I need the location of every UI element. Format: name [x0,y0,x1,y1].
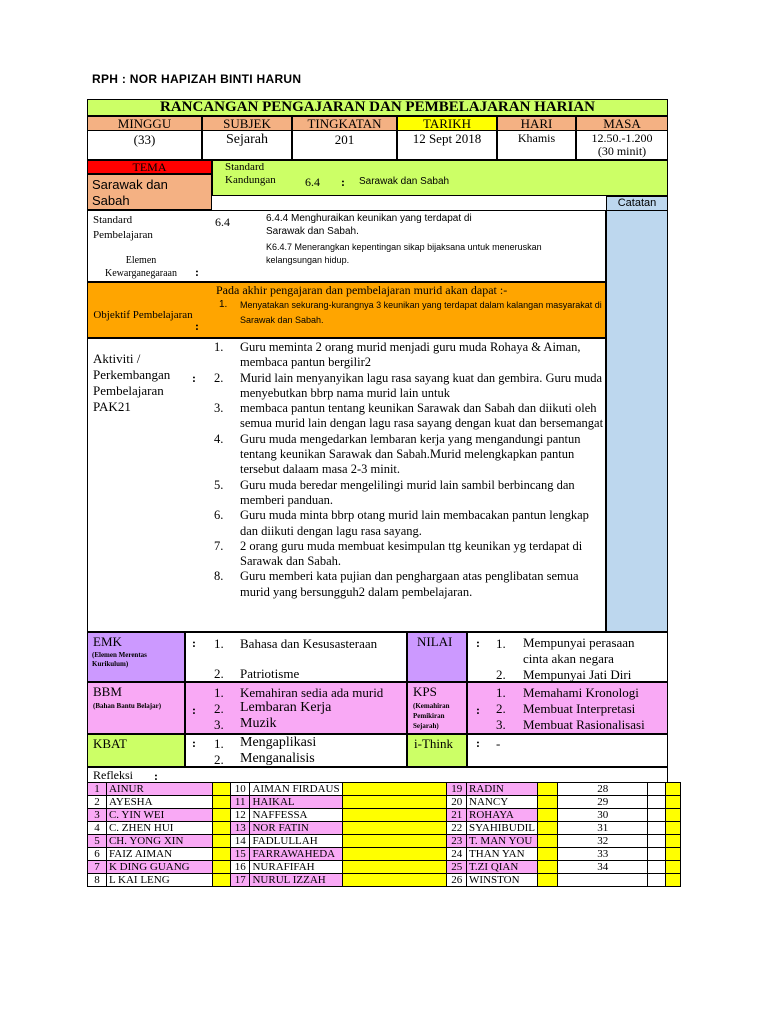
kbat-value-cell [185,734,407,767]
student-number: 14 [230,835,250,848]
attendance-row [88,835,768,848]
aktiviti-item [214,432,604,478]
student-name [648,796,665,809]
aktiviti-item-text: Guru meminta 2 orang murid menjadi guru muda Rohaya & Aiman, membaca pantun bergilir2 [240,340,581,370]
nilai-label-cell [407,632,467,682]
student-name: ROHAYA [467,809,538,822]
value-minggu: (33) [87,130,202,160]
kps-item-2: Membuat Interpretasi [523,701,636,716]
student-number: 16 [230,861,250,874]
student-number: 2 [88,796,107,809]
attendance-check-cell[interactable] [665,848,681,861]
aktiviti-item-text: 2 orang guru muda membuat kesimpulan ttg keunikan yg terdapat di Sarawak dan Sabah. [240,538,583,569]
student-number: 29 [558,796,648,809]
attendance-check-cell[interactable] [665,861,681,874]
attendance-check-cell[interactable] [213,809,230,822]
attendance-check-cell[interactable] [213,796,230,809]
student-number: 25 [447,861,467,874]
bbm-colon: : [192,703,196,717]
student-name: AIMAN FIRDAUS [250,783,342,796]
value-masa [576,130,668,160]
aktiviti-item-number: 3. [214,401,224,416]
standard-pembelajaran-cell [87,210,606,282]
nilai-value-cell [467,632,668,682]
student-number: 8 [88,874,107,887]
aktiviti-item-number: 8. [214,569,224,584]
attendance-check-cell[interactable] [538,783,558,796]
standard-kandungan-cell [212,160,668,196]
kps-colon: : [476,703,480,717]
attendance-check-cell[interactable] [665,783,681,796]
student-number: 15 [230,848,250,861]
bbm-num-2: 2. [214,701,224,716]
aktiviti-item [214,371,604,402]
student-number: 4 [88,822,107,835]
student-name: T. MAN YOU [467,835,538,848]
student-number: 7 [88,861,107,874]
sk-label: Standard Kandungan [225,161,276,186]
student-name: WINSTON [467,874,538,887]
emk-value-cell [185,632,407,682]
student-number: 21 [447,809,467,822]
tema-label: TEMA [87,160,212,174]
attendance-row [88,822,768,835]
student-name: SYAHIBUDIL [467,822,538,835]
aktiviti-item [214,478,604,509]
attendance-check-cell[interactable] [342,874,447,887]
kbat-num-2: 2. [214,752,224,767]
refleksi-label: Refleksi [93,768,133,782]
tema-value: Sarawak dan Sabah [87,174,212,210]
sp-item-2: K6.4.7 Menerangkan kepentingan sikap bijaksana untuk meneruskan kelangsungan hidup. [266,242,542,265]
attendance-table [87,782,768,887]
attendance-check-cell[interactable] [665,822,681,835]
label-hari: HARI [497,116,576,131]
catatan-column [606,210,668,632]
attendance-check-cell[interactable] [538,796,558,809]
attendance-row [88,861,768,874]
student-name [648,809,665,822]
attendance-check-cell[interactable] [213,861,230,874]
attendance-check-cell[interactable] [538,835,558,848]
student-name [648,822,665,835]
attendance-check-cell[interactable] [342,809,447,822]
student-number: 13 [230,822,250,835]
student-number: 26 [447,874,467,887]
attendance-check-cell[interactable] [213,822,230,835]
bbm-sub: (Bahan Bantu Belajar) [93,702,162,710]
value-tarikh: 12 Sept 2018 [397,130,497,160]
student-number: 34 [558,861,648,874]
sk-text: Sarawak dan Sabah [359,176,450,187]
emk-colon: : [192,636,196,650]
attendance-check-cell[interactable] [213,874,230,887]
student-name [648,848,665,861]
attendance-check-cell[interactable] [342,861,447,874]
refleksi-cell [87,767,668,783]
student-name [648,783,665,796]
attendance-check-cell[interactable] [538,861,558,874]
attendance-row [88,848,768,861]
masa-time: 12.50.-1.200 [591,131,653,145]
kps-sub: (Kemahiran Pemikiran Sejarah) [413,702,450,730]
student-name: FAIZ AIMAN [106,848,212,861]
sp-code: 6.4 [215,215,230,229]
attendance-check-cell[interactable] [538,822,558,835]
kps-label-cell [407,682,467,734]
aktiviti-item [214,539,604,570]
nilai-item-1: Mempunyai perasaan cinta akan negara [523,635,635,666]
bbm-label-cell [87,682,185,734]
kbat-label-cell [87,734,185,767]
student-number: 5 [88,835,107,848]
kps-num-2: 2. [496,701,506,716]
attendance-check-cell[interactable] [213,835,230,848]
value-tingkatan: 201 [292,130,397,160]
attendance-check-cell[interactable] [665,835,681,848]
student-name [648,874,665,887]
attendance-check-cell[interactable] [342,835,447,848]
nilai-label: NILAI [417,634,453,649]
aktiviti-cell [87,338,606,632]
aktiviti-item-number: 4. [214,431,224,446]
attendance-row [88,796,768,809]
ithink-value-cell [467,734,668,767]
kbat-item-1: Mengaplikasi [240,735,317,750]
student-name: AYESHA [106,796,212,809]
student-name: FADLULLAH [250,835,342,848]
aktiviti-item [214,569,604,600]
objektif-colon: : [195,319,199,333]
student-name: RADIN [467,783,538,796]
attendance-row [88,809,768,822]
objektif-label: Objektif Pembelajaran [93,309,193,321]
aktiviti-item [214,340,604,371]
emk-num-2: 2. [214,666,224,681]
nilai-colon: : [476,636,480,650]
emk-item-2: Patriotisme [240,666,300,681]
aktiviti-colon: : [192,371,196,385]
aktiviti-list [214,340,604,600]
student-number: 33 [558,848,648,861]
student-number: 1 [88,783,107,796]
kbat-colon: : [192,736,196,750]
nilai-num-2: 2. [496,667,506,682]
refleksi-colon: : [154,769,158,783]
attendance-row [88,783,768,796]
student-name: CH. YONG XIN [106,835,212,848]
student-name: THAN YAN [467,848,538,861]
bbm-label: BBM [93,684,122,699]
student-number: 24 [447,848,467,861]
ithink-label-cell [407,734,467,767]
emk-sub: (Elemen Merentas Kurikulum) [92,651,147,668]
kbat-item-2: Menganalisis [240,751,315,766]
student-name: NOR FATIN [250,822,342,835]
kps-item-3: Membuat Rasionalisasi [523,717,645,732]
student-number: 22 [447,822,467,835]
student-name: NURUL IZZAH [250,874,342,887]
emk-num-1: 1. [214,636,224,651]
bbm-value-cell [185,682,407,734]
attendance-check-cell[interactable] [342,848,447,861]
elemen-colon: : [195,265,199,279]
value-subjek: Sejarah [202,130,292,160]
catatan-label: Catatan [606,196,668,211]
student-name: C. ZHEN HUI [106,822,212,835]
student-name: HAIKAL [250,796,342,809]
label-tingkatan: TINGKATAN [292,116,397,131]
bbm-num-1: 1. [214,685,224,700]
aktiviti-item-number: 5. [214,477,224,492]
aktiviti-item-text: membaca pantun tentang keunikan Sarawak dan Sabah dan diikuti oleh semua murid lain dengan lagu rasa sayang dengan kuat dan bersemangat [240,401,604,431]
sk-code: 6.4 [305,175,320,189]
aktiviti-item-text: Guru muda mengedarkan lembaran kerja yang mengandungi pantun tentang keunikan Sarawak dan Sabah.Murid melengkapkan pantun tersebut dalaam masa 2-3 minit. [240,431,581,477]
student-name: NAFFESSA [250,809,342,822]
kps-num-1: 1. [496,685,506,700]
student-name: AINUR [106,783,212,796]
objektif-intro: Pada akhir pengajaran dan pembelajaran murid akan dapat :- [216,283,508,297]
label-tarikh: TARIKH [397,116,497,131]
student-number: 32 [558,835,648,848]
objektif-item: Menyatakan sekurang-kurangnya 3 keunikan yang terdapat dalam kalangan masyarakat di Sarawak dan Sabah. [240,300,602,325]
aktiviti-item-number: 1. [214,340,224,354]
form-title-text: RANCANGAN PENGAJARAN DAN PEMBELAJARAN HARIAN [160,99,595,115]
kps-value-cell [467,682,668,734]
aktiviti-item [214,508,604,539]
kps-item-1: Memahami Kronologi [523,685,639,700]
emk-item-1: Bahasa dan Kesusasteraan [240,636,378,651]
student-number: 31 [558,822,648,835]
aktiviti-item-text: Guru memberi kata pujian dan penghargaan atas penglibatan semua murid yang bersungguh2 dalam pembelajaran. [240,569,579,599]
ithink-colon: : [476,736,480,750]
student-number: 20 [447,796,467,809]
aktiviti-item-text: Guru muda minta bbrp otang murid lain membacakan pantun lengkap dan diikuti dengan lagu rasa sayang. [240,508,589,538]
objektif-cell [87,282,606,338]
attendance-check-cell[interactable] [538,874,558,887]
attendance-check-cell[interactable] [342,796,447,809]
attendance-row [88,874,768,887]
masa-duration: (30 minit) [597,144,647,158]
document-owner: RPH : NOR HAPIZAH BINTI HARUN [92,72,302,86]
sp-label: Standard Pembelajaran [93,214,153,241]
form-title [87,99,668,116]
attendance-check-cell[interactable] [342,822,447,835]
attendance-check-cell[interactable] [538,848,558,861]
student-name: T.ZI QIAN [467,861,538,874]
aktiviti-item-number: 6. [214,508,224,523]
aktiviti-item-number: 7. [214,538,224,553]
student-name: K DING GUANG [106,861,212,874]
student-number: 17 [230,874,250,887]
student-number: 19 [447,783,467,796]
student-name: C. YIN WEI [106,809,212,822]
ithink-value: - [496,736,501,751]
aktiviti-item-text: Murid lain menyanyikan lagu rasa sayang kuat dan gembira. Guru muda menyebutkan bbrp nama murid lain untuk [240,370,603,400]
sk-colon: : [341,175,345,189]
ithink-label: i-Think [414,736,453,751]
student-name [648,861,665,874]
bbm-item-3: Muzik [240,716,277,731]
attendance-check-cell[interactable] [538,809,558,822]
emk-label: EMK [93,634,122,649]
bbm-item-2: Lembaran Kerja [240,700,332,715]
objektif-num: 1. [219,299,228,310]
aktiviti-item-number: 2. [214,370,224,385]
kbat-num-1: 1. [214,736,224,751]
sp-item-1: 6.4.4 Menghuraikan keunikan yang terdapat di Sarawak dan Sabah. [266,213,472,237]
student-name: FARRAWAHEDA [250,848,342,861]
elemen-label: Elemen Kewarganegaraan [105,255,177,279]
label-masa: MASA [576,116,668,131]
kbat-label: KBAT [93,736,127,751]
sk-underline [334,195,352,196]
student-number: 10 [230,783,250,796]
label-minggu: MINGGU [87,116,202,131]
attendance-check-cell[interactable] [665,796,681,809]
attendance-check-cell[interactable] [213,848,230,861]
bbm-item-1: Kemahiran sedia ada murid [240,685,384,700]
label-subjek: SUBJEK [202,116,292,131]
attendance-check-cell[interactable] [342,783,447,796]
student-number: 30 [558,809,648,822]
nilai-item-2: Mempunyai Jati Diri [523,667,632,682]
student-number: 3 [88,809,107,822]
student-name [648,835,665,848]
student-name: NANCY [467,796,538,809]
student-number [558,874,648,887]
student-number: 6 [88,848,107,861]
value-hari: Khamis [497,130,576,160]
student-name: L KAI LENG [106,874,212,887]
aktiviti-label: Aktiviti / Perkembangan Pembelajaran PAK21 [93,351,171,414]
aktiviti-item [214,401,604,432]
student-number: 23 [447,835,467,848]
aktiviti-item-text: Guru muda beredar mengelilingi murid lain sambil berbincang dan memberi panduan. [240,477,575,507]
bbm-num-3: 3. [214,717,224,732]
student-number: 28 [558,783,648,796]
kps-num-3: 3. [496,717,506,732]
student-number: 11 [230,796,250,809]
attendance-check-cell[interactable] [213,783,230,796]
emk-label-cell [87,632,185,682]
kps-label: KPS [413,684,437,699]
student-name: NURAFIFAH [250,861,342,874]
attendance-check-cell[interactable] [665,874,681,887]
student-number: 12 [230,809,250,822]
attendance-check-cell[interactable] [665,809,681,822]
nilai-num-1: 1. [496,636,506,651]
